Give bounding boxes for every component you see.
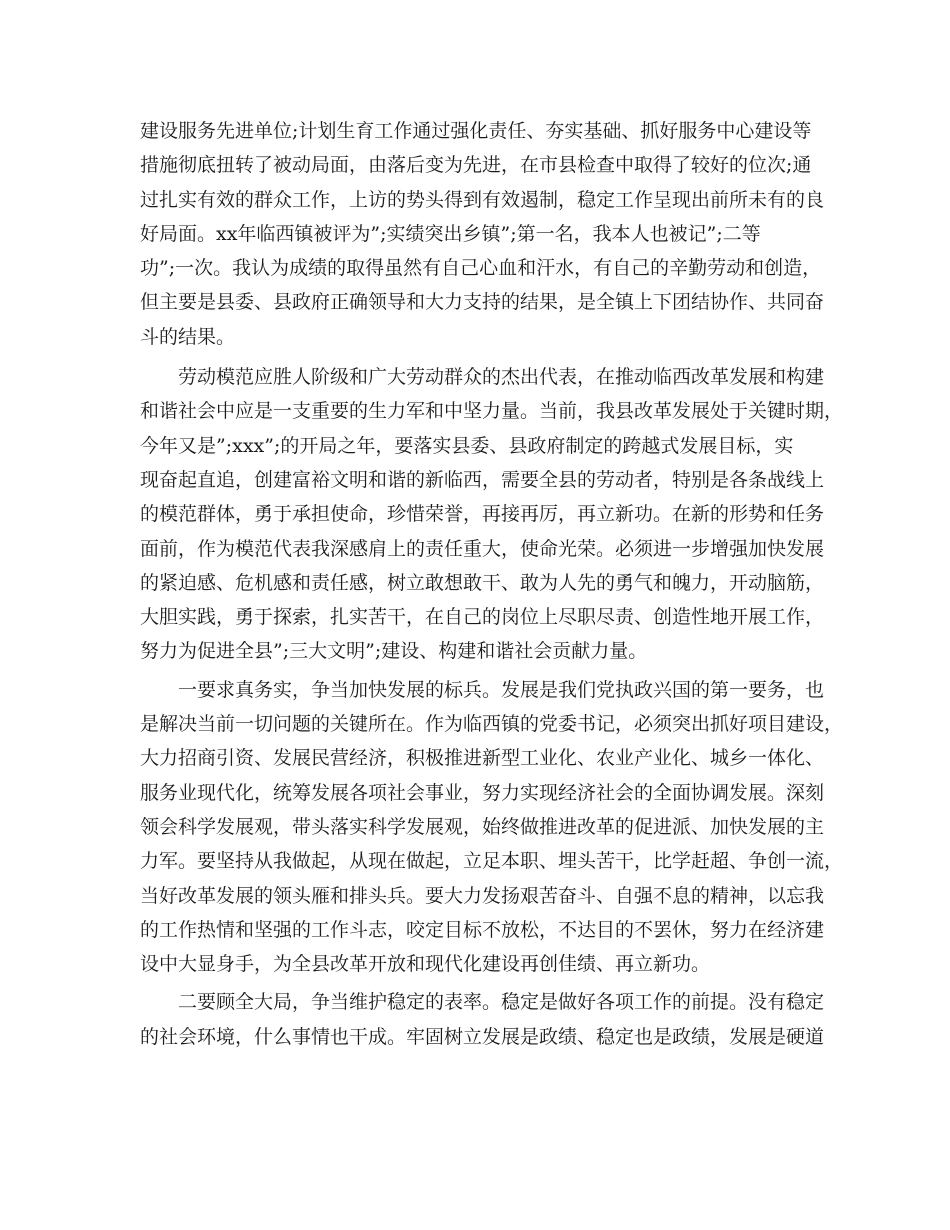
text-line: 过扎实有效的群众工作，上访的势头得到有效遏制，稳定工作呈现出前所未有的良 — [140, 188, 825, 211]
document-body — [140, 114, 844, 1054]
text-line: 现奋起直追，创建富裕文明和谐的新临西，需要全县的劳动者，特别是各条战线上 — [140, 468, 825, 491]
text-line: 斗的结果。 — [140, 325, 236, 348]
text-line: 措施彻底扭转了被动局面，由落后变为先进，在市县检查中取得了较好的位次;通 — [140, 154, 812, 177]
paragraph-1 — [140, 114, 840, 354]
text-line: 的紧迫感、危机感和责任感，树立敢想敢干、敢为人先的勇气和魄力，开动脑筋， — [140, 571, 825, 594]
text-line: 劳动模范应胜人阶级和广大劳动群众的杰出代表，在推动临西改革发展和构建 — [178, 366, 825, 389]
text-line: 的社会环境，什么事情也干成。牢固树立发展是政绩、稳定也是政绩，发展是硬道 — [140, 1025, 825, 1048]
text-line: 好局面。xx年临西镇被评为”;实绩突出乡镇”;第一名，我本人也被记”;二等 — [140, 222, 761, 245]
paragraph-2 — [140, 360, 844, 669]
text-line: 领会科学发展观，带头落实科学发展观，始终做推进改革的促进派、加快发展的主 — [140, 815, 825, 838]
text-line: 设中大显身手，为全县改革开放和现代化建设再创佳绩、再立新功。 — [140, 953, 711, 976]
text-line: 的工作热情和坚强的工作斗志，咬定目标不放松，不达目的不罢休，努力在经济建 — [140, 918, 825, 941]
text-line: 力军。要坚持从我做起，从现在做起，立足本职、埋头苦干，比学赶超、争创一流， — [140, 850, 844, 873]
paragraph-3 — [140, 673, 844, 982]
text-line: 功”;一次。我认为成绩的取得虽然有自己心血和汗水，有自己的辛勤劳动和创造， — [140, 257, 822, 280]
paragraph-4 — [140, 985, 840, 1054]
text-line: 努力为促进全县”;三大文明”;建设、构建和谐社会贡献力量。 — [140, 640, 648, 663]
text-line: 一要求真务实，争当加快发展的标兵。发展是我们党执政兴国的第一要务，也 — [178, 678, 825, 701]
text-line: 是解决当前一切问题的关键所在。作为临西镇的党委书记，必须突出抓好项目建设， — [140, 713, 844, 736]
text-line: 建设服务先进单位;计划生育工作通过强化责任、夯实基础、抓好服务中心建设等 — [140, 120, 812, 142]
text-line: 大胆实践，勇于探索，扎实苦干，在自己的岗位上尽职尽责、创造性地开展工作， — [140, 606, 825, 629]
text-line: 今年又是”;xxx”;的开局之年，要落实县委、县政府制定的跨越式发展目标，实 — [140, 434, 794, 457]
text-line: 的模范群体，勇于承担使命，珍惜荣誉，再接再厉，再立新功。在新的形势和任务 — [140, 503, 825, 526]
text-line: 当好改革发展的领头雁和排头兵。要大力发扬艰苦奋斗、自强不息的精神，以忘我 — [140, 884, 825, 907]
text-line: 大力招商引资、发展民营经济，积极推进新型工业化、农业产业化、城乡一体化、 — [140, 747, 825, 770]
text-line: 但主要是县委、县政府正确领导和大力支持的结果，是全镇上下团结协作、共同奋 — [140, 291, 825, 314]
text-line: 二要顾全大局，争当维护稳定的表率。稳定是做好各项工作的前提。没有稳定 — [178, 991, 825, 1014]
text-line: 服务业现代化，统筹发展各项社会事业，努力实现经济社会的全面协调发展。深刻 — [140, 781, 825, 804]
text-line: 和谐社会中应是一支重要的生力军和中坚力量。当前，我县改革发展处于关键时期， — [140, 400, 844, 423]
text-line: 面前，作为模范代表我深感肩上的责任重大，使命光荣。必须进一步增强加快发展 — [140, 537, 825, 560]
